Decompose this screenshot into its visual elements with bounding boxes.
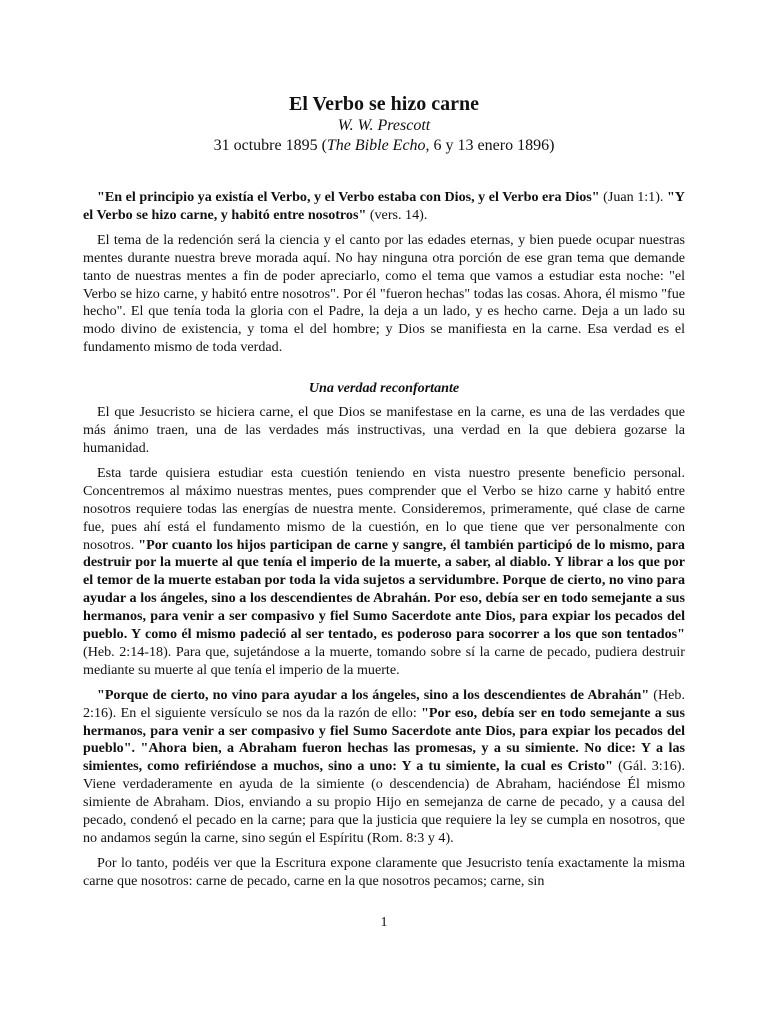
paragraph-3: El que Jesucristo se hiciera carne, el que Dios se manifestase en la carne, es una de las verdades que más ánimo traen, una de las verdades más instructivas, una verdad en la que debiera gozarse la humanidad. bbox=[83, 404, 685, 456]
source-title: The Bible Echo bbox=[326, 137, 426, 154]
paragraph-text: (Heb. 2:16). En el siguiente versículo se nos da la razón de ello: bbox=[83, 686, 685, 721]
paragraph-6: Por lo tanto, podéis ver que la Escritura expone claramente que Jesucristo tenía exactamente la misma carne que nosotros: carne de pecado, carne en la que nosotros pecamos; carne, sin bbox=[83, 854, 685, 889]
citation: (Juan 1:1). bbox=[599, 189, 667, 205]
bold-quote: "Porque de cierto, no vino para ayudar a los ángeles, sino a los descendientes de Abrahán" bbox=[97, 686, 650, 703]
bold-quote: "Por cuanto los hijos participan de carne y sangre, él también participó de lo mismo, para destruir por la muerte al que tenía el imperio de la muerte, a saber, al diablo. Y librar a los que por el temor de la muerte estaban por toda la vida sujetos a servidumbre. Porque de cierto, no vino para ayudar a los ángeles, sino a los descendientes de Abrahán. Por eso, debía ser en todo semejante a sus hermanos, para venir a ser compasivo y fiel Sumo Sacerdote ante Dios, para expiar los pecados del pueblo. Y como él mismo padeció al ser tentado, es poderoso para socorrer a los que son tentados" bbox=[83, 536, 685, 643]
author-line: W. W. Prescott bbox=[337, 117, 431, 134]
paragraph-text: (Heb. 2:14-18). Para que, sujetándose a la muerte, tomando sobre sí la carne de pecado, pudiera destruir mediante su muerte al que tenía el imperio de la muerte. bbox=[83, 643, 685, 678]
bold-quote: "En el principio ya existía el Verbo, y el Verbo estaba con Dios, y el Verbo era Dios" bbox=[97, 189, 600, 205]
citation: (vers. 14). bbox=[366, 206, 428, 223]
bold-quote: "Por eso, debía ser en todo semejante a sus hermanos, para venir a ser compasivo y fiel Sumo Sacerdote ante Dios, para expiar los pecados del pueblo". "Ahora bien, a Abraham fueron hechas las promesas, y a su simiente. No dice: Y a las simientes, como refiriéndose a muchos, sino a uno: Y a tu simiente, la cual es Cristo" bbox=[83, 704, 685, 775]
document-page bbox=[83, 92, 685, 898]
page-number: 1 bbox=[380, 915, 388, 930]
date-suffix: , 6 y 13 enero 1896) bbox=[425, 137, 555, 154]
date-line bbox=[83, 136, 685, 156]
paragraph-1 bbox=[83, 189, 685, 225]
document-title: El Verbo se hizo carne bbox=[289, 93, 479, 115]
paragraph-text: (Gál. 3:16). Viene verdaderamente en ayuda de la simiente (o descendencia) de Abraham, haciéndose Él mismo simiente de Abraham. Dios, enviando a su propio Hijo en semejanza de carne de pecado, y a causa del pecado, condenó el pecado en la carne; para que la justicia que requiere la ley se cumpla en nosotros, que no andamos según la carne, sino según el Espíritu (Rom. 8:3 y 4). bbox=[83, 758, 685, 846]
paragraph-2: El tema de la redención será la ciencia y el canto por las edades eternas, y bien puede ocupar nuestras mentes durante nuestra breve morada aquí. No hay ninguna otra porción de ese gran tema que demande tanto de nuestras mentes a fin de poder apreciarlo, como el tema que vamos a estudiar esta noche: "el Verbo se hizo carne, y habitó entre nosotros". Por él "fueron hechas" todas las cosas. Ahora, él mismo "fue hecho". El que tenía toda la gloria con el Padre, la deja a un lado, y es hecho carne. Deja a un lado su modo divino de existencia, y toma el del hombre; y Dios se manifiesta en la carne. Esa verdad es el fundamento mismo de toda verdad. bbox=[83, 231, 685, 356]
paragraph-4 bbox=[83, 465, 685, 680]
date-prefix: 31 octubre 1895 ( bbox=[213, 137, 327, 154]
paragraph-5 bbox=[83, 687, 685, 848]
document-body bbox=[83, 189, 685, 891]
bold-quote: "Y el Verbo se hizo carne, y habitó entre nosotros" bbox=[83, 189, 685, 223]
section-heading: Una verdad reconfortante bbox=[308, 380, 460, 397]
paragraph-text: Esta tarde quisiera estudiar esta cuestión teniendo en vista nuestro presente beneficio personal. Concentremos al máximo nuestras mentes, pues comprender que el Verbo se hizo carne y habitó entre nosotros requiere todas las energías de nuestra mente. Consideremos, primeramente, qué clase de carne fue, pues ahí está el fundamento mismo de la cuestión, en lo que tiene que ver personalmente con nosotros. bbox=[83, 464, 685, 553]
